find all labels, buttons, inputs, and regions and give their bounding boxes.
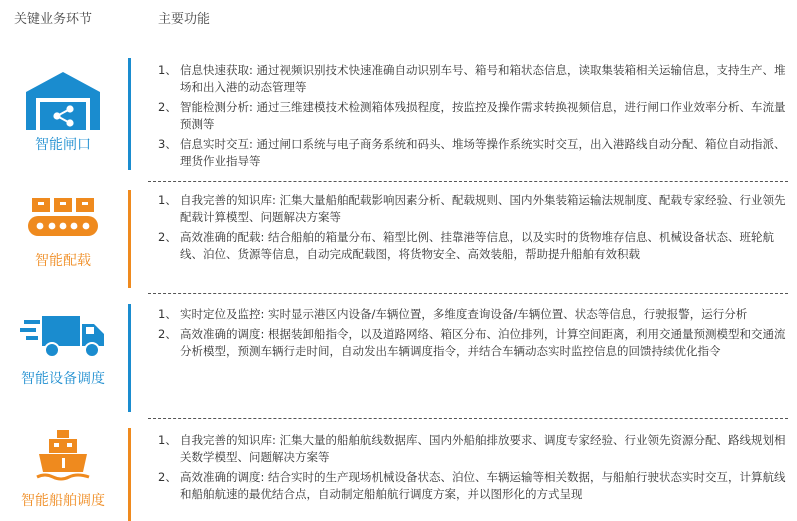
section-smart-equipment-dispatch	[0, 300, 797, 415]
header-main-functions: 主要功能	[158, 12, 211, 27]
smart-equipment-block	[8, 314, 118, 388]
truck-icon	[20, 314, 106, 360]
smart-ship-block	[8, 430, 118, 510]
list-item	[158, 229, 788, 263]
header-business-segment: 关键业务环节	[14, 12, 93, 27]
smart-ship-label: 智能船舶调度	[21, 493, 105, 509]
smart-equipment-items	[158, 306, 788, 363]
item-text: 智能检测分析: 通过三维建模技术检测箱体残损程度，按监控及操作需求转换视频信息，进行闸口作业效率分析、车流量预测等	[180, 100, 786, 131]
section-divider-bar	[128, 58, 131, 170]
ship-icon	[33, 430, 93, 484]
section-separator	[148, 418, 788, 419]
list-item	[158, 99, 788, 133]
section-divider-bar	[128, 428, 131, 521]
gate-share-icon	[24, 70, 102, 130]
smart-stowage-items	[158, 192, 788, 266]
container-stowage-icon	[24, 196, 102, 246]
smart-gate-label: 智能闸口	[35, 137, 91, 153]
smart-stowage-label: 智能配载	[35, 253, 91, 269]
item-number: 1、	[158, 63, 177, 77]
smart-equipment-label: 智能设备调度	[21, 371, 105, 387]
item-text: 自我完善的知识库: 汇集大量船舶配载影响因素分析、配载规则、国内外集装箱运输法规制度、配载专家经验、行业领先配载计算模型、问题解决方案等	[180, 193, 786, 224]
section-separator	[148, 293, 788, 294]
item-text: 信息快速获取: 通过视频识别技术快速准确自动识别车号、箱号和箱状态信息，读取集装箱相关运输信息，支持生产、堆场和出入港的动态管理等	[180, 63, 786, 94]
smart-gate-block	[8, 70, 118, 154]
item-text: 实时定位及监控: 实时显示港区内设备/车辆位置，多维度查询设备/车辆位置、状态等信息，行驶报警，运行分析	[180, 307, 748, 321]
item-text: 高效准确的配载: 结合船舶的箱量分布、箱型比例、挂靠港等信息，以及实时的货物堆存信息、机械设备状态、班轮航线、泊位、货源等信息，自动完成配载图，将货物安全、高效装船，帮助提升船舶有效积载	[180, 230, 775, 261]
item-text: 高效准确的调度: 根据装卸船指令，以及道路网络、箱区分布、泊位排列，计算空间距离，利用交通量预测模型和交通流分析模型，预测车辆行走时间，自动发出车辆调度指令，并结合车辆动态实时监控信息的回馈持续优化指令	[180, 327, 786, 358]
smart-gate-items	[158, 62, 788, 173]
smart-stowage-block	[8, 196, 118, 270]
section-divider-bar	[128, 190, 131, 288]
item-number: 1、	[158, 307, 177, 321]
list-item	[158, 306, 788, 323]
item-text: 信息实时交互: 通过闸口系统与电子商务系统和码头、堆场等操作系统实时交互，出入港路线自动分配、箱位自动指派、理货作业指导等	[180, 137, 786, 168]
list-item	[158, 326, 788, 360]
list-item	[158, 62, 788, 96]
item-number: 2、	[158, 230, 177, 244]
item-number: 2、	[158, 470, 177, 484]
item-number: 3、	[158, 137, 177, 151]
list-item	[158, 192, 788, 226]
list-item	[158, 469, 788, 503]
list-item	[158, 432, 788, 466]
item-number: 2、	[158, 327, 177, 341]
item-text: 高效准确的调度: 结合实时的生产现场机械设备状态、泊位、车辆运输等相关数据，与船舶行驶状态实时交互，计算航线和船舶航速的最优结合点，自动制定船舶航行调度方案，并以图形化的方式呈现	[180, 470, 786, 501]
item-number: 2、	[158, 100, 177, 114]
item-number: 1、	[158, 193, 177, 207]
list-item	[158, 136, 788, 170]
section-smart-stowage	[0, 186, 797, 292]
item-number: 1、	[158, 433, 177, 447]
section-smart-ship-dispatch	[0, 424, 797, 521]
section-divider-bar	[128, 304, 131, 412]
section-separator	[148, 181, 788, 182]
section-smart-gate	[0, 56, 797, 176]
smart-ship-items	[158, 432, 788, 506]
item-text: 自我完善的知识库: 汇集大量的船舶航线数据库、国内外船舶排放要求、调度专家经验、行业领先资源分配、路线规划相关数学模型、问题解决方案等	[180, 433, 786, 464]
